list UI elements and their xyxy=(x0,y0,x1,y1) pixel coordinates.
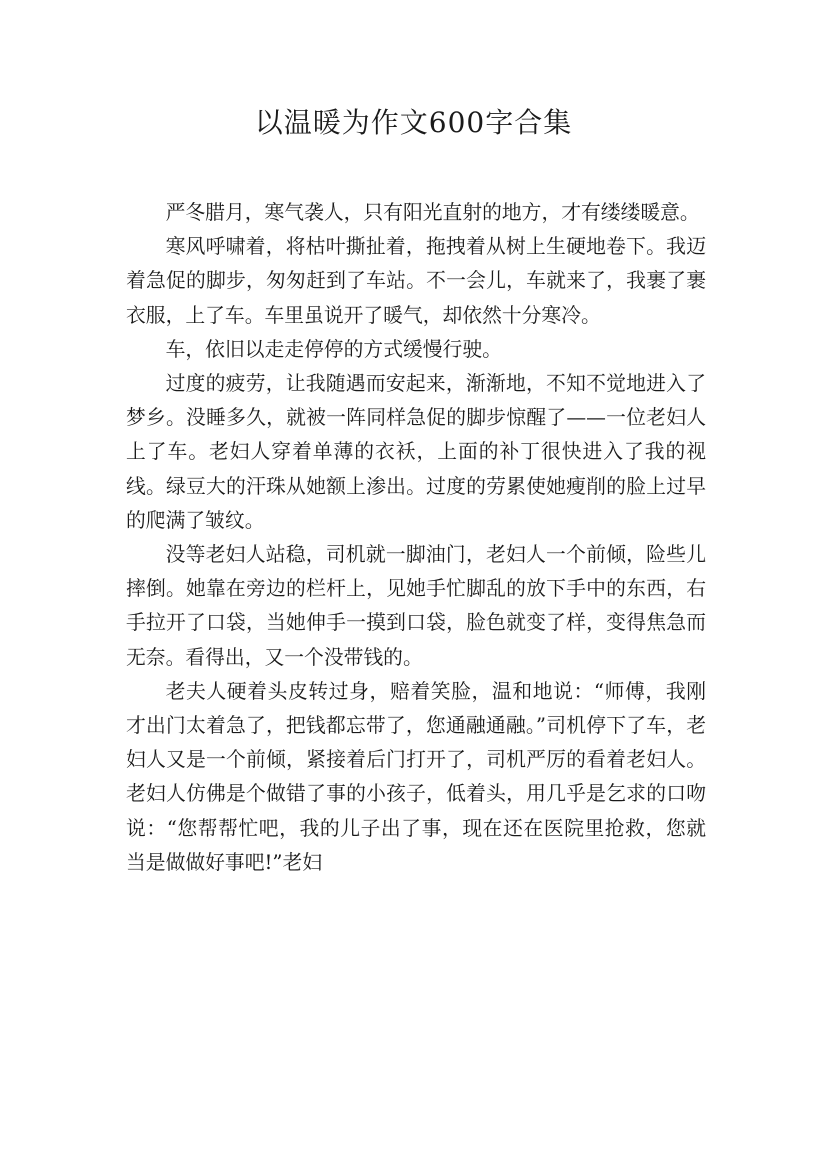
paragraph-5: 没等老妇人站稳，司机就一脚油门，老妇人一个前倾，险些儿摔倒。她靠在旁边的栏杆上，见她手忙脚乱的放下手中的东西，右手拉开了口袋，当她伸手一摸到口袋，脸色就变了样，变得焦急而无奈。看得出，又一个没带钱的。 xyxy=(126,543,706,669)
paragraph-2: 寒风呼啸着，将枯叶撕扯着，拖拽着从树上生硬地卷下。我迈着急促的脚步，匆匆赶到了车站。不一会儿，车就来了，我裹了裹衣服，上了车。车里虽说开了暖气，却依然十分寒冷。 xyxy=(126,235,706,327)
paragraph-4: 过度的疲劳，让我随遇而安起来，渐渐地，不知不觉地进入了梦乡。没睡多久，就被一阵同样急促的脚步惊醒了——一位老妇人上了车。老妇人穿着单薄的衣袄，上面的补丁很快进入了我的视线。绿豆大的汗珠从她额上渗出。过度的劳累使她瘦削的脸上过早的爬满了皱纹。 xyxy=(126,372,706,532)
paragraph-6: 老夫人硬着头皮转过身，赔着笑脸，温和地说：“师傅，我刚才出门太着急了，把钱都忘带了，您通融通融。”司机停下了车，老妇人又是一个前倾，紧接着后门打开了，司机严厉的看着老妇人。老妇人仿佛是个做错了事的小孩子，低着头，用几乎是乞求的口吻说：“您帮帮忙吧，我的儿子出了事，现在还在医院里抢救，您就当是做做好事吧!”老妇 xyxy=(126,679,706,874)
paragraph-3: 车，依旧以走走停停的方式缓慢行驶。 xyxy=(165,337,502,361)
document-body xyxy=(126,196,706,880)
document-title: 以温暖为作文600字合集 xyxy=(254,106,573,139)
paragraph-1: 严冬腊月，寒气袭人，只有阳光直射的地方，才有缕缕暖意。 xyxy=(165,201,700,224)
